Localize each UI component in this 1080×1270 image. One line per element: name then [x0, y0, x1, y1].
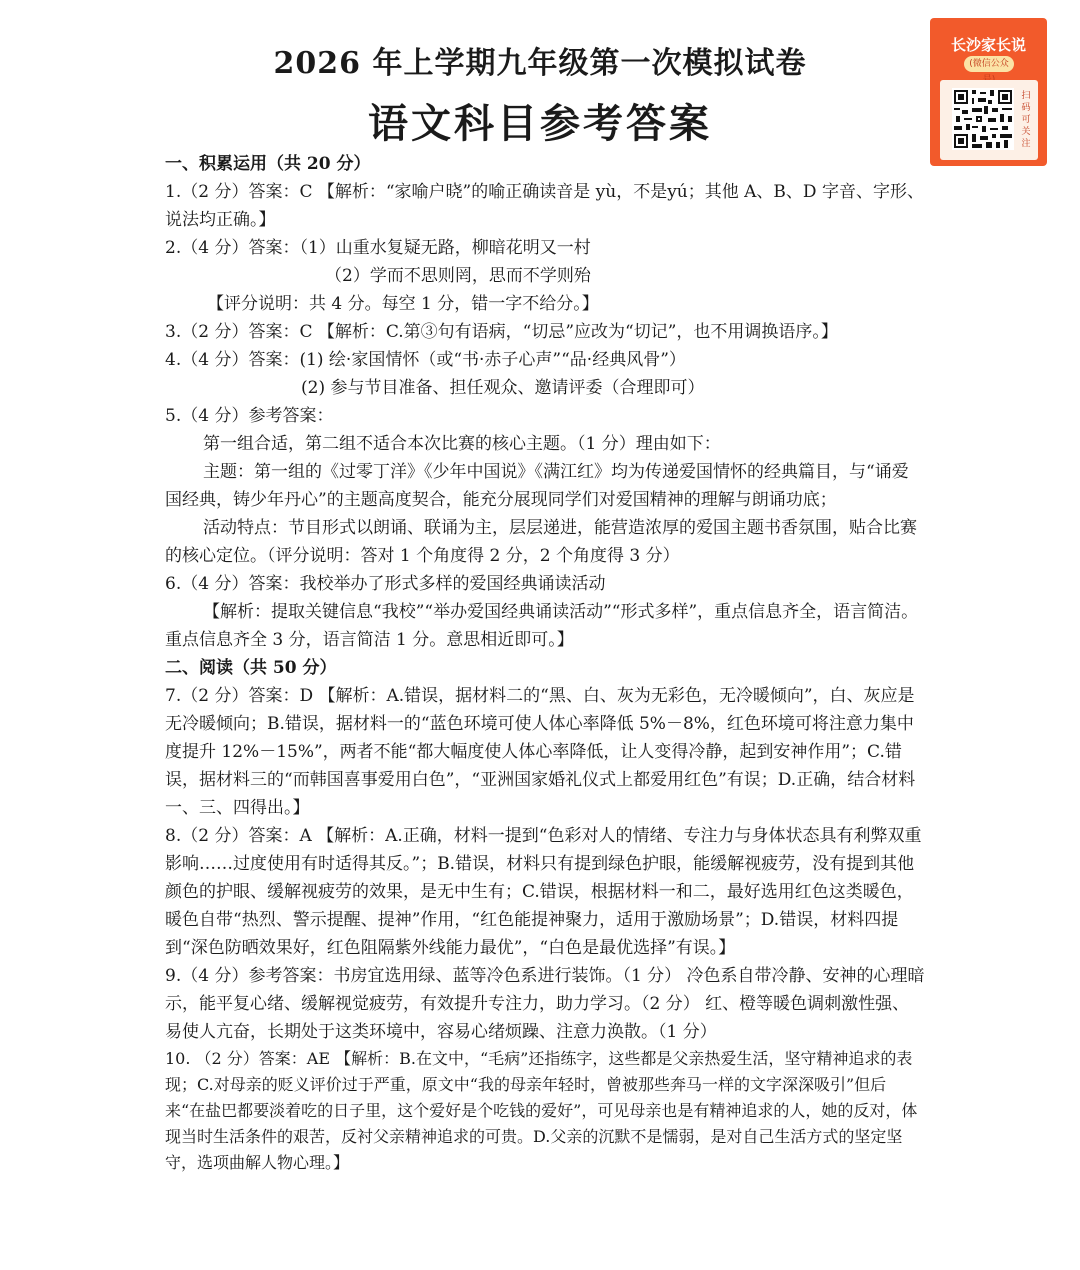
answer-q1: 1.（2 分）答案：C 【解析：“家喻户晓”的喻正确读音是 yù，不是yú；其他 A、B、D 字音、字形、说法均正确。】 [165, 182, 924, 230]
badge-subtitle: (微信公众 [964, 56, 1014, 72]
badge-title: 长沙家长说 [950, 36, 1026, 54]
answer-q2-scoring: 【评分说明：共 4 分。每空 1 分，错一字不给分。】 [207, 294, 599, 314]
answer-q8: 8.（2 分）答案：A 【解析：A.正确，材料一提到“色彩对人的情绪、专注力与身体状态具有利弊双重影响……过度使用有时适得其反。”；B.错误，材料只有提到绿色护眼，能缓解视疲劳，没有提到其他颜色的护眼、缓解视疲劳的效果，是无中生有；C.错误，根据材料一和二，最好选用红色这类暖色，暖色自带“热烈、警示提醒、提神”作用，“红色能提神聚力，适用于激励场景”；D.错误，材料四提到“深色防晒效果好，红色阻隔紫外线能力最优”，“白色是最优选择”有误。】 [165, 826, 922, 958]
answer-q2-line1: 2.（4 分）答案：（1）山重水复疑无路，柳暗花明又一村 [165, 238, 591, 258]
answer-q5-features: 活动特点：节目形式以朗诵、联诵为主，层层递进，能营造浓厚的爱国主题书香氛围，贴合比赛的核心定位。（评分说明：答对 1 个角度得 2 分，2 个角度得 3 分） [165, 518, 917, 566]
answer-content [165, 150, 925, 1176]
answer-q5-line1: 5.（4 分）参考答案： [165, 406, 334, 426]
answer-q5-theme: 主题：第一组的《过零丁洋》《少年中国说》《满江红》均为传递爱国情怀的经典篇目，与“诵爱国经典，铸少年丹心”的主题高度契合，能充分展现同学们对爱国精神的理解与朗诵功底； [165, 462, 909, 510]
badge-scan-hint: 扫码可关注 [1021, 91, 1031, 149]
exam-title: 2026 年上学期九年级第一次模拟试卷 [273, 46, 807, 81]
answer-q6-line1: 6.（4 分）答案：我校举办了形式多样的爱国经典诵读活动 [165, 574, 606, 594]
section-heading-1: 一、积累运用（共 20 分） [165, 154, 371, 174]
answer-q4-line1: 4.（4 分）答案：(1) 绘·家国情怀（或“书·赤子心声”“品·经典风骨”） [165, 350, 686, 370]
answer-q3: 3.（2 分）答案：C 【解析：C.第③句有语病，“切忌”应改为“切记”，也不用调换语序。】 [165, 322, 838, 342]
section-heading-2: 二、阅读（共 50 分） [165, 658, 337, 678]
answer-q6-analysis: 【解析：提取关键信息“我校”“举办爱国经典诵读活动”“形式多样”，重点信息齐全，语言简洁。重点信息齐全 3 分，语言简洁 1 分。意思相近即可。】 [165, 602, 919, 650]
answer-q5-line2: 第一组合适，第二组不适合本次比赛的核心主题。（1 分）理由如下： [203, 434, 721, 454]
answer-q7: 7.（2 分）答案：D 【解析：A.错误，据材料二的“黑、白、灰为无彩色，无冷暖倾向”，白、灰应是无冷暖倾向；B.错误，据材料一的“蓝色环境可使人体心率降低 5%－8%，红色环境可将注意力集中度提升 12%－15%”，两者不能“都大幅度使人体心率降低，让人变得冷静，起到安神作用”；C.错误，据材料三的“而韩国喜事爱用白色”，“亚洲国家婚礼仪式上都爱用红色”有误；D.正确，结合材料一、三、四得出。】 [165, 686, 916, 818]
wechat-promo-badge[interactable] [930, 18, 1047, 166]
qr-code-icon[interactable] [952, 88, 1014, 150]
answer-q10: 10. （2 分）答案：AE 【解析：B.在文中，“毛病”还指练字，这些都是父亲热爱生活，坚守精神追求的表现；C.对母亲的贬义评价过于严重，原文中“我的母亲年轻时，曾被那些奔马一样的文字深深吸引”但后来“在盐巴都要淡着吃的日子里，这个爱好是个吃钱的爱好”，可见母亲也是有精神追求的人，她的反对，体现当时生活条件的艰苦，反衬父亲精神追求的可贵。D.父亲的沉默不是懦弱，是对自己生活方式的坚定坚守，选项曲解人物心理。】 [165, 1049, 918, 1172]
answer-q9: 9.（4 分）参考答案：书房宜选用绿、蓝等冷色系进行装饰。（1 分） 冷色系自带冷静、安神的心理暗示，能平复心绪、缓解视觉疲劳，有效提升专注力，助力学习。（2 分） 红、橙等暖色调刺激性强、易使人亢奋，长期处于这类环境中，容易心绪烦躁、注意力涣散。（1 分） [165, 966, 925, 1042]
answer-q2-line2: （2）学而不思则罔，思而不学则殆 [325, 266, 591, 286]
answer-key-title: 语文科目参考答案 [368, 100, 712, 147]
answer-q4-line2: (2) 参与节目准备、担任观众、邀请评委（合理即可） [301, 378, 705, 398]
